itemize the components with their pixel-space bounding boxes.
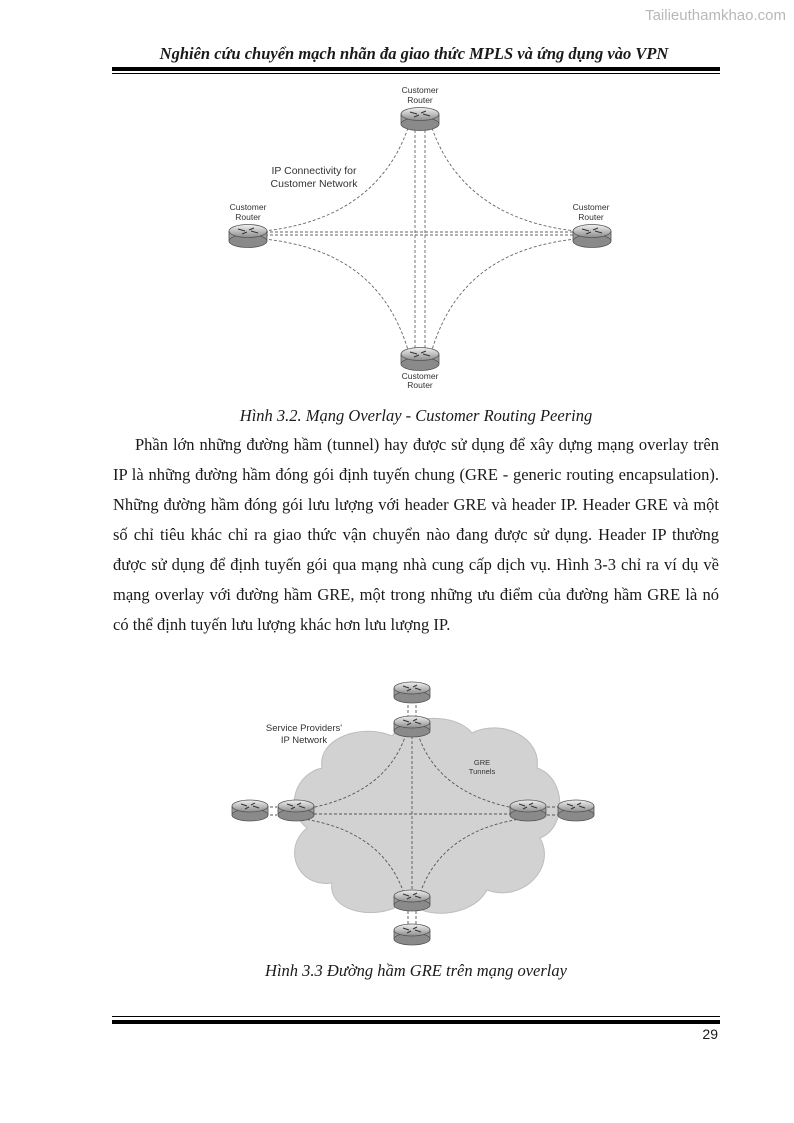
router-label-right-1: Customer	[572, 202, 610, 212]
customer-router-top	[394, 682, 430, 703]
running-header-title: Nghiên cứu chuyển mạch nhãn đa giao thức MPLS và ứng dụng vào VPN	[159, 44, 669, 63]
provider-network-label-1: Service Providers'	[265, 723, 343, 734]
router-label-left-1: Customer	[229, 202, 267, 212]
router-label-bottom-2: Router	[407, 380, 433, 390]
customer-router-top	[401, 108, 439, 131]
header-rule-thick	[112, 67, 720, 71]
customer-router-right	[558, 800, 594, 821]
figure-2-caption: Hình 3.3 Đường hầm GRE trên mạng overlay	[265, 961, 567, 980]
provider-router-top	[394, 716, 430, 737]
router-label-top-2: Router	[407, 95, 433, 105]
customer-router-left	[232, 800, 268, 821]
gre-label-2: Tunnels	[468, 767, 496, 776]
gre-label-1: GRE	[473, 758, 491, 767]
paragraph-text: Phần lớn những đường hầm (tunnel) hay được sử dụng để xây dựng mạng overlay trên IP là những đường hầm đóng gói định tuyến chung (GRE - generic routing encapsulation). Những đường hầm đóng gói lưu lượng với header GRE và header IP. Header GRE và một số chỉ tiêu khác chỉ ra giao thức vận chuyển nào đang được sử dụng. Header IP thường được sử dụng để định tuyến gói qua mạng nhà cung cấp dịch vụ. Hình 3-3 chỉ ra ví dụ về mạng overlay với đường hầm GRE, một trong những ưu điểm của đường hầm GRE là nó có thể định tuyến lưu lượng khác hơn lưu lượng IP.	[113, 435, 719, 634]
footer-rule-thick	[112, 1020, 720, 1024]
footer-rule-thin	[112, 1016, 720, 1017]
customer-router-right	[573, 225, 611, 248]
link-right-bottom	[432, 239, 576, 350]
router-label-left-2: Router	[235, 212, 261, 222]
router-label-right-2: Router	[578, 212, 604, 222]
customer-router-left	[229, 225, 267, 248]
customer-router-bottom	[394, 924, 430, 945]
provider-network-label-2: IP Network	[280, 735, 328, 746]
link-top-right	[432, 128, 576, 231]
connectivity-label-1: IP Connectivity for	[271, 165, 357, 177]
provider-router-bottom	[394, 890, 430, 911]
figure-overlay-customer-peering	[220, 84, 620, 390]
figure-1-caption: Hình 3.2. Mạng Overlay - Customer Routing Peering	[239, 406, 593, 425]
link-left-bottom	[264, 239, 408, 350]
body-paragraph	[113, 430, 719, 640]
watermark: Tailieuthamkhao.com	[645, 7, 786, 24]
connectivity-label-2: Customer Network	[270, 178, 358, 190]
router-label-bottom-1: Customer	[401, 371, 439, 381]
router-label-top-1: Customer	[401, 85, 439, 95]
provider-router-right	[510, 800, 546, 821]
header-rule-thin	[112, 73, 720, 74]
page-number: 29	[702, 1026, 718, 1042]
provider-router-left	[278, 800, 314, 821]
figure-gre-tunnels	[222, 678, 602, 950]
customer-router-bottom	[401, 348, 439, 371]
